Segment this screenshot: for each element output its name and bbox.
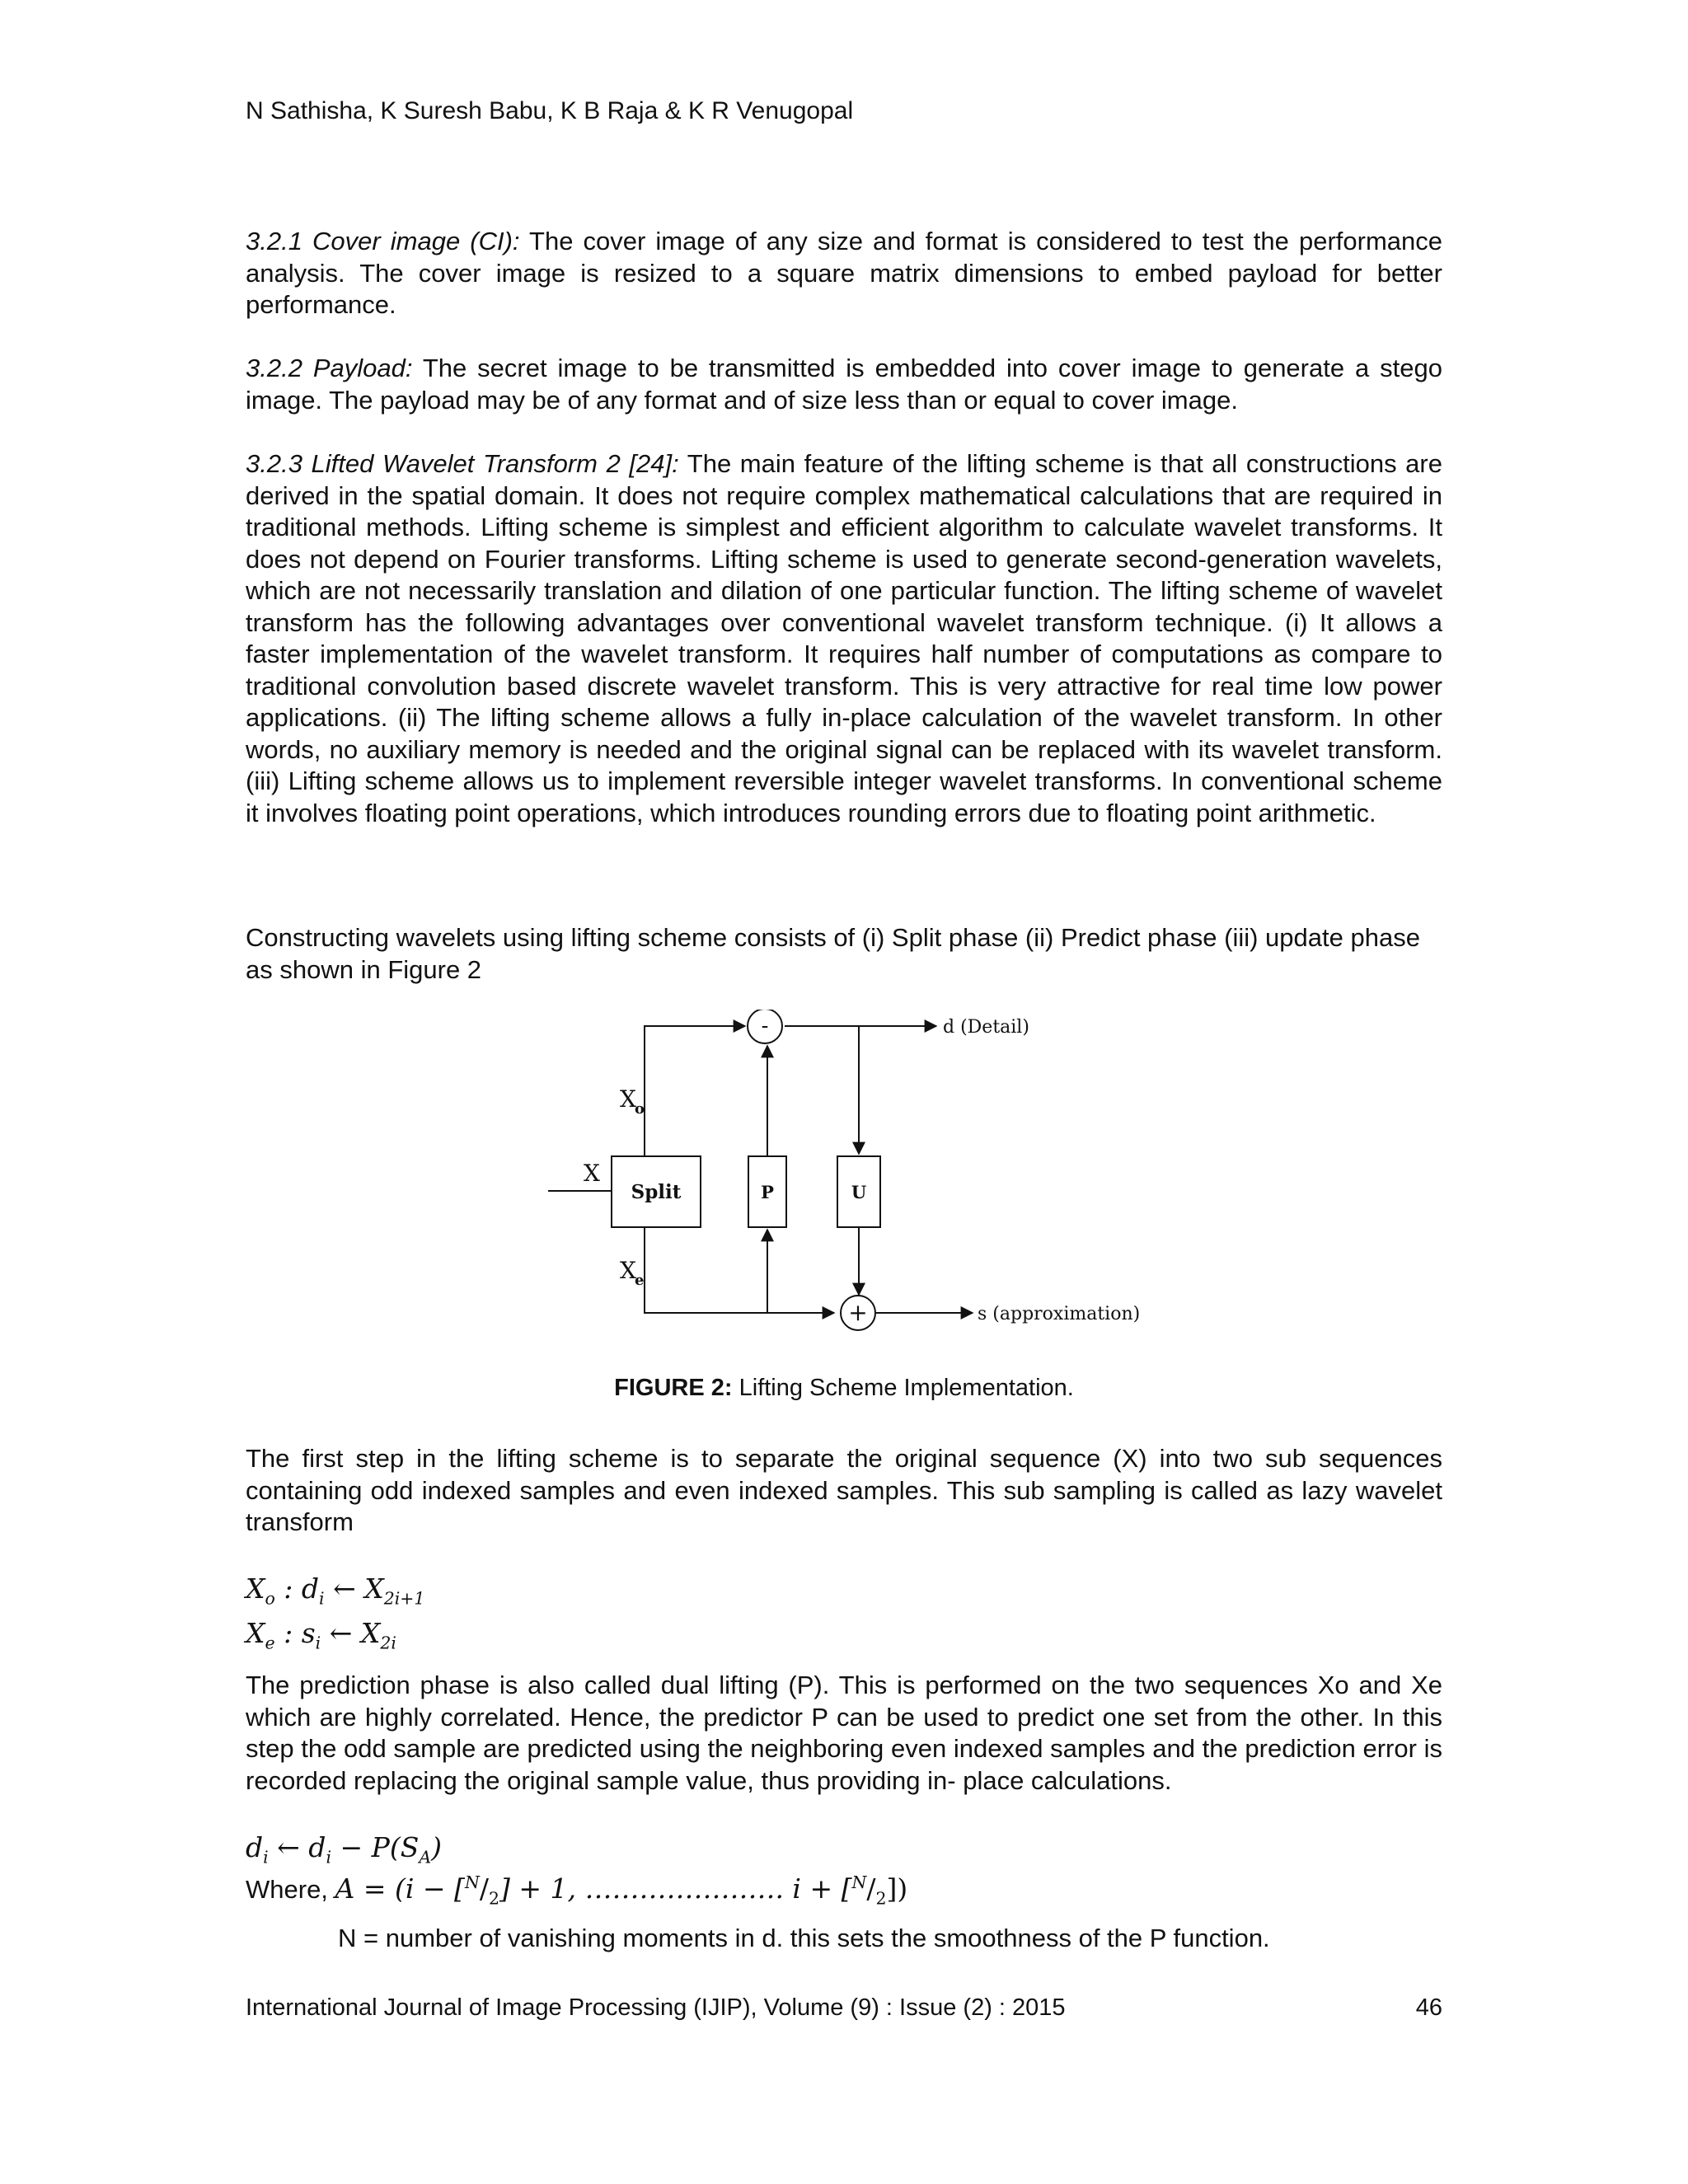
- eq-predict-b-sub: i: [326, 1847, 331, 1868]
- eq-predict-c-sub: A: [419, 1847, 432, 1868]
- paragraph-prediction-phase: The prediction phase is also called dual lifting (P). This is performed on the two sequences Xo and Xe which are highly correlated. Hence, the predictor P can be used to predict one set from the other. In this step the odd sample are predicted using the neighboring even indexed samples and the prediction error is recorded replacing the original sample value, thus providing in- place calculations.: [246, 1671, 1442, 1795]
- footer-journal: International Journal of Image Processing (IJIP), Volume (9) : Issue (2) : 2015: [246, 1994, 1066, 2021]
- paragraph-constructing-wavelets: Constructing wavelets using lifting scheme consists of (i) Split phase (ii) Predict phase (iii) update phase as shown in Figure 2: [246, 923, 1420, 984]
- figure-caption-text: Lifting Scheme Implementation.: [732, 1375, 1074, 1401]
- eq-odd-lhs-sub: o: [265, 1588, 275, 1609]
- eq-where-c: ]): [886, 1872, 908, 1905]
- minus-symbol: -: [761, 1014, 769, 1038]
- subheading-lifted-wavelet: 3.2.3 Lifted Wavelet Transform 2 [24]:: [246, 449, 679, 478]
- equation-odd-split: [246, 1572, 424, 1609]
- payload-text: The secret image to be transmitted is embedded into cover image to generate a stego image. The payload may be of any format and of size less than or equal to cover image.: [246, 354, 1442, 415]
- lifted-wavelet-text: The main feature of the lifting scheme is that all constructions are derived in the spatial domain. It does not require complex mathematical calculations that are required in traditional methods. Lifting scheme is simplest and efficient algorithm to calculate wavelet transforms. It does not depend on Fourier transforms. Lifting scheme is used to generate second-generation wavelets, which are not necessarily translation and dilation of one particular function. The lifting scheme of wavelet transform has the following advantages over conventional wavelet transform technique. (i) It allows a faster implementation of the wavelet transform. It requires half number of computations as compare to traditional convolution based discrete wavelet transform. This is very attractive for real time low power applications. (ii) The lifting scheme allows a fully in-place calculation of the wavelet transform. In other words, no auxiliary memory is needed and the original signal can be replaced with its wavelet transform. (iii) Lifting scheme allows us to implement reversible integer wavelet transforms. In conventional scheme it involves floating point operations, which introduces rounding errors due to floating point arithmetic.: [246, 449, 1442, 827]
- odd-branch-line: [645, 1026, 745, 1156]
- running-header-authors: N Sathisha, K Suresh Babu, K B Raja & K R Venugopal: [246, 97, 854, 124]
- eq-where-label: Where,: [246, 1875, 335, 1904]
- eq-predict-a: d: [246, 1831, 264, 1863]
- detail-label: d (Detail): [943, 1017, 1029, 1038]
- eq-where-slash1: /: [479, 1872, 489, 1905]
- eq-predict-a-sub: i: [263, 1847, 269, 1868]
- vanishing-moments-note: N = number of vanishing moments in d. this sets the smoothness of the P function.: [338, 1924, 1270, 1952]
- eq-odd-mid: : d: [274, 1572, 320, 1605]
- eq-where-slash2: /: [866, 1872, 876, 1905]
- eq-where-n1: N: [464, 1872, 480, 1892]
- input-label: X: [584, 1160, 600, 1187]
- eq-where-two2: 2: [875, 1888, 887, 1909]
- eq-predict-c: − P(S: [331, 1831, 420, 1863]
- even-label: X: [620, 1257, 636, 1284]
- equation-where-range: [246, 1872, 907, 1909]
- eq-predict-b: ← d: [268, 1831, 326, 1863]
- eq-where-n2: N: [851, 1872, 867, 1892]
- paragraph-payload: [246, 353, 1442, 416]
- eq-odd-mid-sub: i: [319, 1588, 325, 1609]
- eq-odd-rhs-sub: 2i+1: [383, 1588, 425, 1609]
- lifting-scheme-svg: [544, 1010, 1162, 1347]
- eq-predict-d: ): [431, 1831, 442, 1863]
- equation-even-split: [246, 1617, 396, 1653]
- odd-subscript: o: [635, 1100, 645, 1118]
- even-subscript: e: [635, 1272, 645, 1289]
- even-branch-line: [645, 1227, 834, 1313]
- eq-even-rhs-sub: 2i: [380, 1633, 396, 1653]
- split-label: Split: [631, 1181, 682, 1203]
- paragraph-lifted-wavelet: [246, 448, 1442, 829]
- eq-even-mid-sub: i: [315, 1633, 321, 1653]
- odd-label: X: [620, 1085, 636, 1113]
- figure-caption: [0, 1375, 1688, 1402]
- eq-even-lhs: X: [246, 1617, 265, 1649]
- paragraph-first-step: The first step in the lifting scheme is to separate the original sequence (X) into two sub sequences containing odd indexed samples and even indexed samples. This sub sampling is called as lazy wavelet transform: [246, 1444, 1442, 1536]
- subheading-cover-image: 3.2.1 Cover image (CI):: [246, 227, 520, 255]
- eq-even-lhs-sub: e: [265, 1633, 275, 1653]
- plus-symbol: +: [848, 1299, 868, 1326]
- eq-where-a: A = (i − [: [335, 1872, 465, 1905]
- equation-predict: [246, 1831, 442, 1868]
- subheading-payload: 3.2.2 Payload:: [246, 354, 413, 382]
- eq-odd-lhs: X: [246, 1572, 265, 1605]
- figure-lifting-scheme-diagram: [544, 1010, 1162, 1347]
- paragraph-cover-image: [246, 226, 1442, 321]
- update-label: U: [851, 1182, 867, 1202]
- page-footer: [246, 1994, 1442, 2022]
- eq-where-two1: 2: [488, 1888, 499, 1909]
- footer-page-number: 46: [1415, 1994, 1442, 2021]
- eq-where-b: ] + 1, …………………. i + [: [499, 1872, 852, 1905]
- figure-caption-label: FIGURE 2:: [614, 1375, 733, 1401]
- eq-odd-arrow: ← X: [324, 1572, 384, 1605]
- eq-even-arrow: ← X: [321, 1617, 381, 1649]
- predict-label: P: [761, 1182, 774, 1202]
- approx-label: s (approximation): [978, 1304, 1141, 1324]
- eq-even-mid: : s: [274, 1617, 316, 1649]
- cover-image-text: The cover image of any size and format is considered to test the performance analysis. The cover image is resized to a square matrix dimensions to embed payload for better performance.: [246, 227, 1442, 319]
